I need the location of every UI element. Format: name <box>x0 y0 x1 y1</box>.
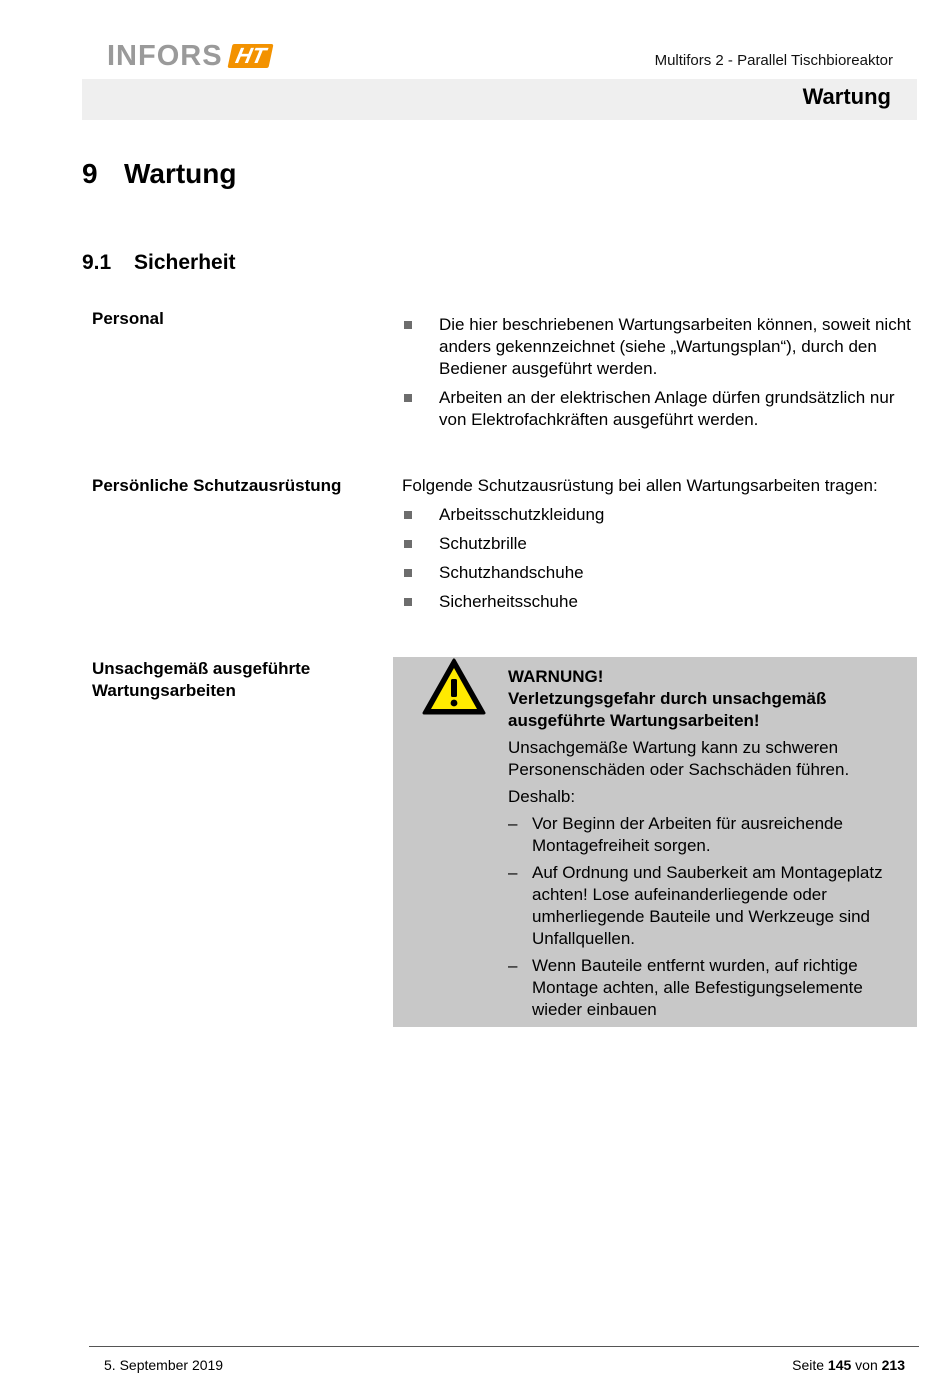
improper-maintenance-label: Unsachgemäß ausgeführte Wartungsarbeiten <box>92 659 311 700</box>
section-number: 9.1 <box>82 251 112 274</box>
list-item: Schutzhandschuhe <box>402 562 912 584</box>
list-item <box>508 955 906 1021</box>
personal-content <box>402 314 912 438</box>
measure-text: Wenn Bauteile entfernt wurden, auf richtige Montage achten, alle Befestigungselemente wieder einbauen <box>532 956 863 1019</box>
footer-date: 5. September 2019 <box>104 1357 224 1373</box>
personal-list <box>402 314 912 431</box>
document-title: Multifors 2 - Parallel Tischbioreaktor <box>654 52 893 69</box>
psa-content <box>402 475 912 620</box>
page-total: 213 <box>881 1357 905 1373</box>
personal-label: Personal <box>92 309 164 328</box>
list-item: Schutzbrille <box>402 533 912 555</box>
chapter-number: 9 <box>82 158 98 189</box>
warning-measures-list <box>508 813 906 1021</box>
section-heading <box>82 251 236 275</box>
dash-marker: – <box>508 956 518 975</box>
psa-intro: Folgende Schutzausrüstung bei allen Wartungsarbeiten tragen: <box>402 476 878 495</box>
chapter-title: Wartung <box>124 158 237 189</box>
footer-page-number <box>792 1357 905 1373</box>
list-item <box>508 862 906 950</box>
page-prefix: Seite <box>792 1357 825 1373</box>
infors-ht-logo <box>107 40 271 72</box>
measure-text: Auf Ordnung und Sauberkeit am Montageplatz achten! Lose aufeinanderliegende oder umherliegende Bauteile und Werkzeuge sind Unfallquellen. <box>532 863 883 948</box>
dash-marker: – <box>508 863 518 882</box>
header-section-title: Wartung <box>802 84 891 109</box>
logo-ht-badge: HT <box>227 44 273 68</box>
list-item <box>508 813 906 857</box>
warning-description: Unsachgemäße Wartung kann zu schweren Personenschäden oder Sachschäden führen. <box>508 738 850 779</box>
warning-triangle-icon <box>421 657 487 717</box>
footer-rule <box>89 1346 919 1347</box>
page-separator: von <box>855 1357 878 1373</box>
warning-text <box>508 666 906 1026</box>
header-bar <box>82 79 917 120</box>
warning-therefore: Deshalb: <box>508 787 576 806</box>
psa-list <box>402 504 912 613</box>
list-item: Sicherheitsschuhe <box>402 591 912 613</box>
chapter-heading <box>82 158 237 190</box>
list-item: Arbeitsschutzkleidung <box>402 504 912 526</box>
warning-headline: Verletzungsgefahr durch unsachgemäß ausgeführte Wartungsarbeiten! <box>508 689 827 730</box>
psa-label: Persönliche Schutzausrüstung <box>92 476 342 495</box>
dash-marker: – <box>508 814 518 833</box>
warning-signal-word: WARNUNG! <box>508 667 604 686</box>
list-item: Die hier beschriebenen Wartungsarbeiten können, soweit nicht anders gekennzeichnet (siehe „Wartungsplan“), durch den Bediener ausgeführt werden. <box>402 314 912 380</box>
list-item: Arbeiten an der elektrischen Anlage dürfen grundsätzlich nur von Elektrofachkräften ausgeführt werden. <box>402 387 912 431</box>
page-current: 145 <box>827 1357 852 1373</box>
logo-text: INFORS <box>107 39 223 72</box>
measure-text: Vor Beginn der Arbeiten für ausreichende Montagefreiheit sorgen. <box>532 814 843 855</box>
section-title: Sicherheit <box>134 251 236 274</box>
